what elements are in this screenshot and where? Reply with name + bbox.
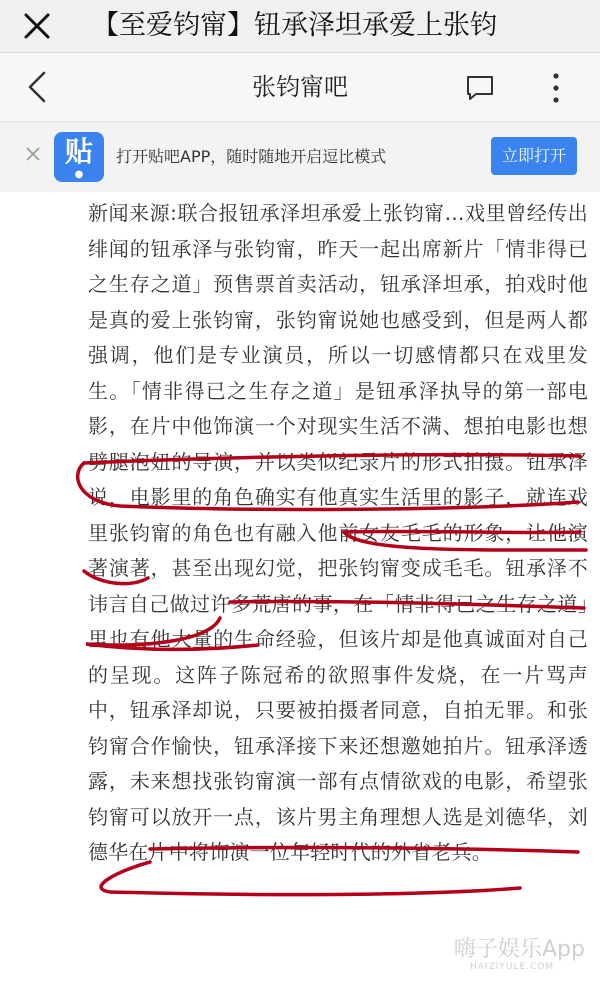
- article-paragraph: 新闻来源:联合报钮承泽坦承爱上张钧甯…戏里曾经传出绯闻的钮承泽与张钧甯，昨天一起出席新片「情非得已之生存之道」预售票首卖活动，钮承泽坦承，拍戏时他是真的爱上张钧甯，张钧甯说她也感受到，但是两人都强调，他们是专业演员，所以一切感情都只在戏里发生。「情非得已之生存之道」是钮承泽执导的第一部电影，在片中他饰演一个对现实生活不满、想拍电影也想劈腿泡妞的导演，并以类似纪录片的形式拍摄。钮承泽说，电影里的角色确实有他真实生活里的影子，就连戏里张钧甯的角色也有融入他前女友毛毛的形象，让他演著演著，甚至出现幻觉，把张钧甯变成毛毛。钮承泽不讳言自己做过许多荒唐的事，在「情非得已之生存之道」里也有他大量的生命经验，但该片却是他真诚面对自己的呈现。这阵子陈冠希的欲照事件发烧，在一片骂声中，钮承泽却说，只要被拍摄者同意，自拍无罪。和张钧甯合作愉快，钮承泽接下来还想邀她拍片。钮承泽透露，未来想找张钧甯演一部有点情欲戏的电影，希望张钧甯可以放开一点，该片男主角理想人选是刘德华，刘德华在片中将饰演一位年轻时代的外省老兵。: [88, 201, 588, 864]
- dismiss-banner-icon[interactable]: [24, 145, 42, 163]
- close-icon[interactable]: [20, 9, 54, 43]
- open-app-button[interactable]: 立即打开: [491, 137, 577, 175]
- promo-text: 打开贴吧APP，随时随地开启逗比模式: [116, 147, 387, 166]
- app-promo-banner: [0, 122, 600, 192]
- comment-icon[interactable]: [465, 74, 495, 102]
- page-title: 张钧甯吧: [252, 73, 348, 101]
- nav-bar: [0, 53, 600, 122]
- watermark: 嗨子娱乐App: [454, 937, 585, 962]
- paw-icon: ●: [74, 169, 84, 180]
- article-body: [88, 196, 588, 871]
- tieba-logo: [54, 132, 104, 182]
- watermark-sub: HAIZIYULE.COM: [470, 962, 555, 972]
- tieba-logo-text: 贴: [64, 135, 93, 168]
- window-title: 【至爱钧甯】钮承泽坦承爱上张钧: [92, 10, 497, 41]
- window-title-bar: [0, 0, 600, 53]
- more-vertical-icon[interactable]: [550, 71, 562, 105]
